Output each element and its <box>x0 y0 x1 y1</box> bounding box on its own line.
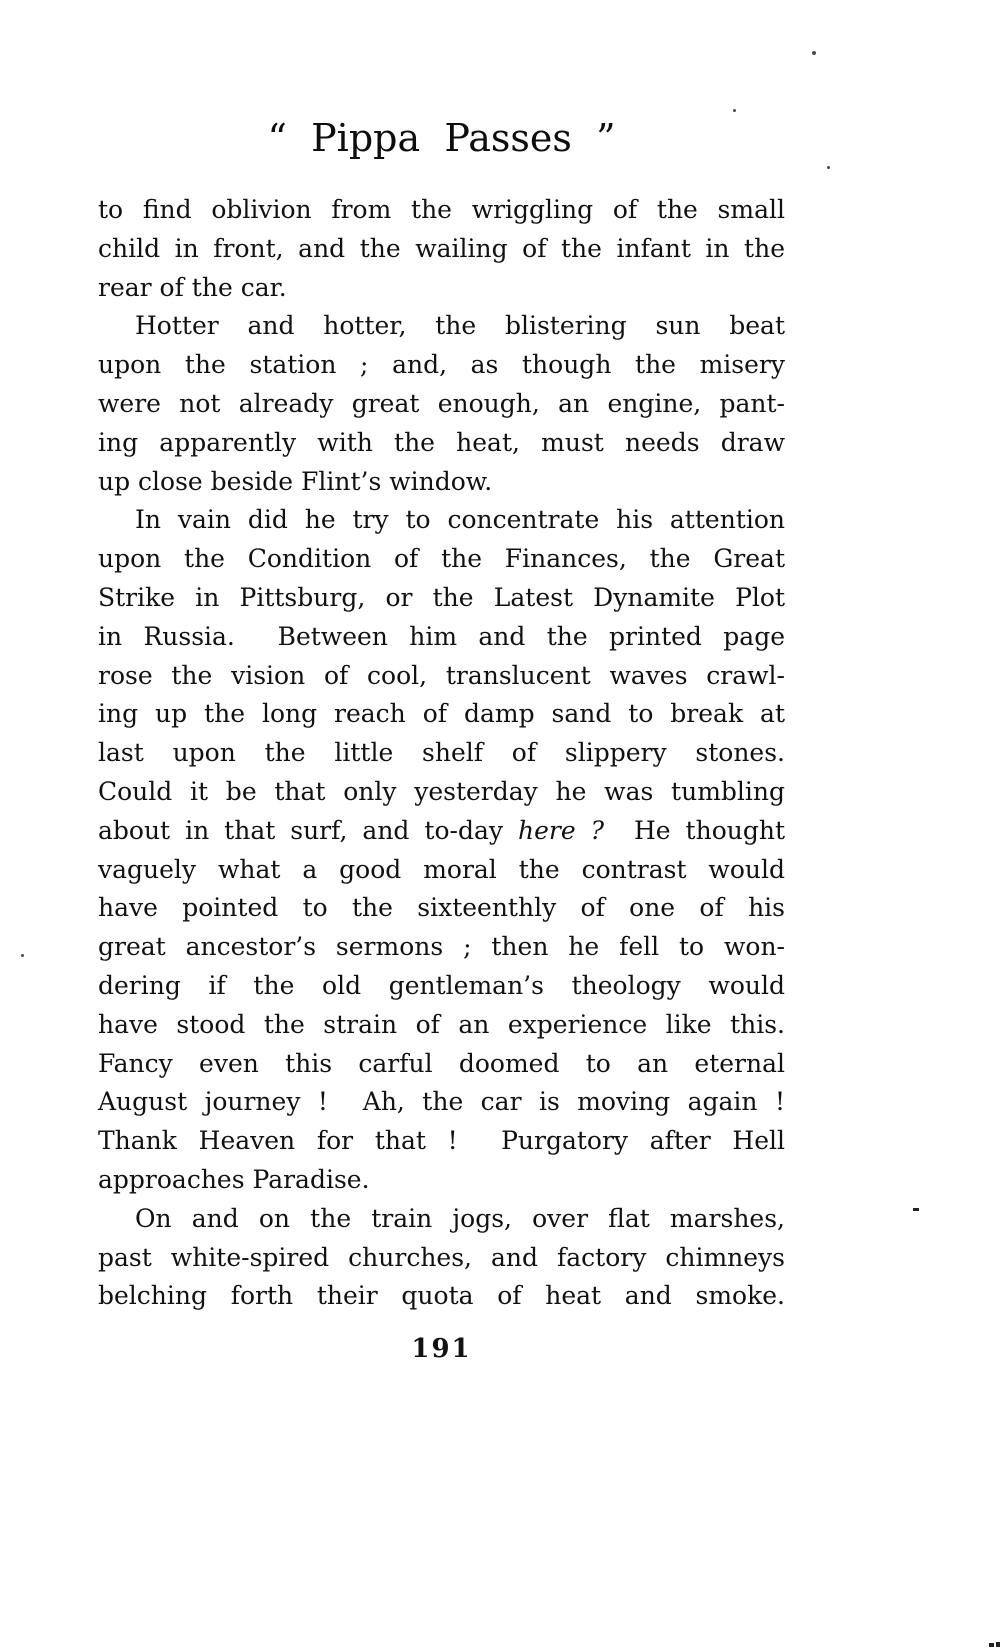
text-line: Strike in Pittsburg, or the Latest Dynamite Plot <box>98 582 785 612</box>
text-line: have pointed to the sixteenthly of one of his <box>98 893 785 923</box>
text-line: vaguely what a good moral the contrast would <box>98 854 785 884</box>
paragraph <box>98 307 785 501</box>
text-segment: about in that surf, and to-day <box>98 815 518 845</box>
text-line: On and on the train jogs, over flat marshes, <box>135 1203 785 1233</box>
text-line: belching forth their quota of heat and smoke. <box>98 1281 785 1311</box>
text-line: up close beside Flint’s window. <box>98 466 493 496</box>
paragraph <box>98 191 785 307</box>
scan-speck <box>812 51 816 55</box>
text-line: great ancestor’s sermons ; then he fell to won- <box>98 932 785 962</box>
text-line <box>98 812 785 851</box>
text-line: rose the vision of cool, translucent waves crawl- <box>98 660 785 690</box>
text-line: in Russia. Between him and the printed page <box>98 621 785 651</box>
scan-speck <box>996 1642 1000 1647</box>
body-text <box>98 191 785 1316</box>
text-line: upon the Condition of the Finances, the Great <box>98 544 785 574</box>
page-number: 191 <box>411 1334 472 1364</box>
text-line: In vain did he try to concentrate his attention <box>135 505 785 535</box>
scan-speck <box>913 1208 919 1211</box>
text-line: Fancy even this carful doomed to an eternal <box>98 1048 785 1078</box>
text-line: last upon the little shelf of slippery stones. <box>98 738 785 768</box>
text-line: rear of the car. <box>98 272 287 302</box>
text-line: Could it be that only yesterday he was tumbling <box>98 776 785 806</box>
text-line: were not already great enough, an engine, pant- <box>98 388 785 418</box>
text-line: approaches Paradise. <box>98 1164 370 1194</box>
scan-speck <box>989 1643 994 1647</box>
page-title: “ Pippa Passes ” <box>267 116 616 160</box>
scan-speck <box>827 166 830 169</box>
italic-text: here ? <box>517 815 604 845</box>
text-line: ing up the long reach of damp sand to break at <box>98 699 785 729</box>
text-line: Thank Heaven for that ! Purgatory after Hell <box>98 1126 785 1156</box>
text-line: Hotter and hotter, the blistering sun beat <box>135 311 785 341</box>
text-line: ing apparently with the heat, must needs draw <box>98 427 785 457</box>
text-segment: He thought <box>604 815 785 845</box>
text-line: have stood the strain of an experience like this. <box>98 1009 785 1039</box>
text-line: August journey ! Ah, the car is moving again ! <box>98 1087 785 1117</box>
scan-speck <box>21 954 24 957</box>
text-line: child in front, and the wailing of the infant in the <box>98 233 785 263</box>
text-line: upon the station ; and, as though the misery <box>98 350 785 380</box>
scan-speck <box>733 109 736 112</box>
text-line: dering if the old gentleman’s theology would <box>98 970 785 1000</box>
text-line: to find oblivion from the wriggling of the small <box>98 195 785 224</box>
text-line: past white-spired churches, and factory chimneys <box>98 1242 785 1272</box>
paragraph <box>98 1200 785 1316</box>
paragraph <box>98 501 785 1199</box>
